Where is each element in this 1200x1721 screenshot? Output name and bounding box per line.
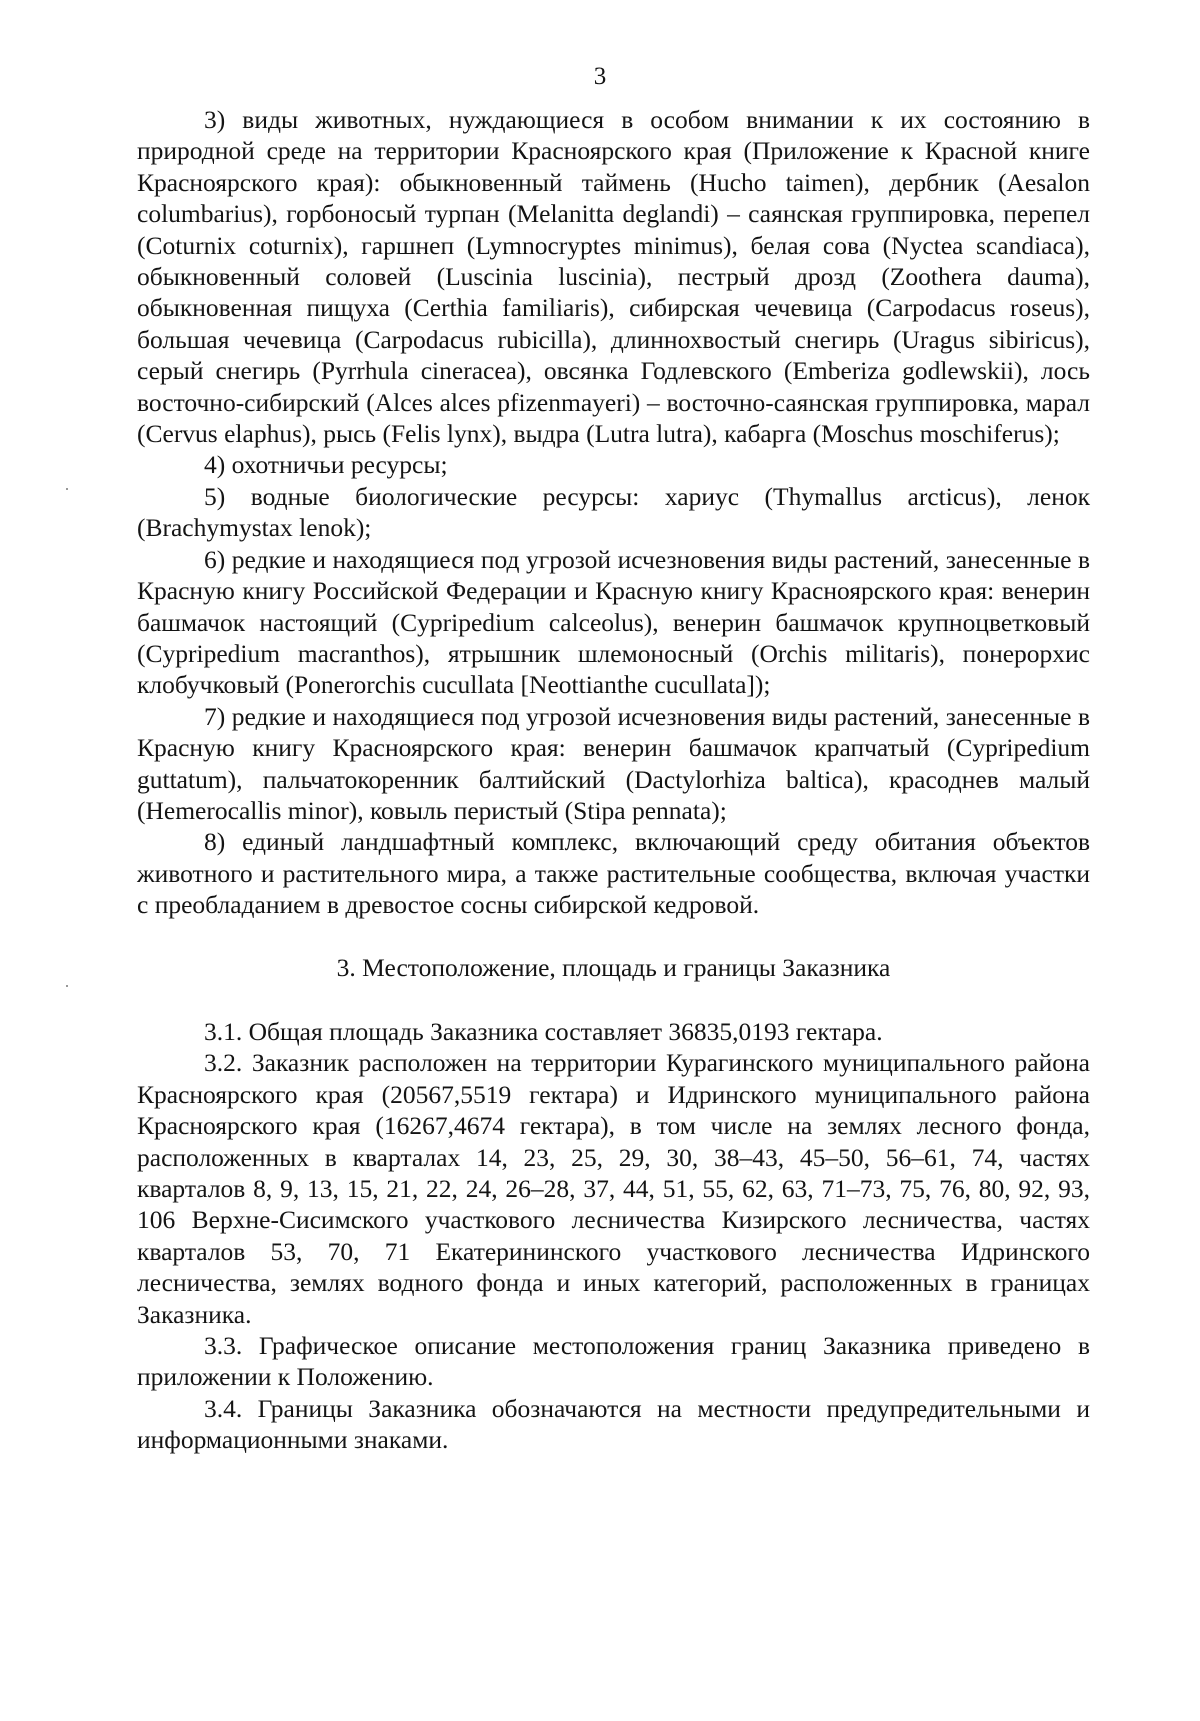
paragraph-3-2-location: 3.2. Заказник расположен на территории Курагинского муниципального района Красноярского края (20567,5519 гектара) и Идринского муниципального района Красноярского края (16267,4674 гектара), в том числе на землях лесного фонда, расположенных в кварталах 14, 23, 25, 29, 30, 38–43, 45–50, 56–61, 74, частях кварталов 8, 9, 13, 15, 21, 22, 24, 26–28, 37, 44, 51, 55, 62, 63, 71–73, 75, 76, 80, 92, 93, 106 Верхне-Сисимского участкового лесничества Кизирского лесничества, частях кварталов 53, 70, 71 Екатерининского участкового лесничества Идринского лесничества, землях водного фонда и иных категорий, расположенных в границах Заказника. xyxy=(137,1048,1090,1329)
spacer xyxy=(137,983,1090,1016)
page-number: 3 xyxy=(593,63,607,90)
list-item-4-hunting-resources: 4) охотничьи ресурсы; xyxy=(204,450,448,480)
list-item-8-landscape: 8) единый ландшафтный комплекс, включающий среду обитания объектов животного и растительного мира, а также растительные сообщества, включая участки с преобладанием в древостое сосны сибирской кедровой. xyxy=(137,827,1090,920)
list-item-6-rare-plants: 6) редкие и находящиеся под угрозой исчезновения виды растений, занесенные в Красную книгу Российской Федерации и Красную книгу Красноярского края: венерин башмачок настоящий (Cypripedium calceolus), венерин башмачок крупноцветковый (Cypripedium macranthos), ятрышник шлемоносный (Orchis militaris), понерорхис клобучковый (Ponerorchis cucullata [Neottianthe cucullata]); xyxy=(137,544,1090,700)
paragraph-3-1-total-area: 3.1. Общая площадь Заказника составляет 36835,0193 гектара. xyxy=(204,1016,883,1046)
list-item-5-aquatic-resources: 5) водные биологические ресурсы: хариус (Thymallus arcticus), ленок (Brachymystax lenok); xyxy=(137,481,1090,543)
paragraph-3-4-boundary-signs: 3.4. Границы Заказника обозначаются на местности предупредительными и информационными знаками. xyxy=(137,1393,1090,1455)
list-item-7-rare-plants-regional: 7) редкие и находящиеся под угрозой исчезновения виды растений, занесенные в Красную книгу Красноярского края: венерин башмачок крапчатый (Cypripedium guttatum), пальчатокоренник балтийский (Dactylorhiza baltica), красоднев малый (Hemerocallis minor), ковыль перистый (Stipa pennata); xyxy=(137,701,1090,825)
paragraph-3-3-graphic-description: 3.3. Графическое описание местоположения границ Заказника приведено в приложении к Положению. xyxy=(137,1331,1090,1392)
section-heading: 3. Местоположение, площадь и границы Заказника xyxy=(336,952,891,982)
spacer xyxy=(137,921,1090,952)
document-body xyxy=(137,104,1090,1456)
list-item-3-animals: 3) виды животных, нуждающиеся в особом внимании к их состоянию в природной среде на территории Красноярского края (Приложение к Красной книге Красноярского края): обыкновенный таймень (Hucho taimen), дербник (Aesalon columbarius), горбоносый турпан (Melanitta deglandi) – саянская группировка, перепел (Coturnix coturnix), гаршнеп (Lymnocryptes minimus), белая сова (Nyctea scandiaca), обыкновенный соловей (Luscinia luscinia), пестрый дрозд (Zoothera dauma), обыкновенная пищуха (Certhia familiaris), сибирская чечевица (Carpodacus roseus), большая чечевица (Carpodacus rubicilla), длиннохвостый снегирь (Uragus sibiricus), серый снегирь (Pyrrhula cineracea), овсянка Годлевского (Emberiza godlewskii), лось восточно-сибирский (Alces alces pfizenmayeri) – восточно-саянская группировка, марал (Cervus elaphus), рысь (Felis lynx), выдра (Lutra lutra), кабарга (Moschus moschiferus); xyxy=(137,105,1090,449)
